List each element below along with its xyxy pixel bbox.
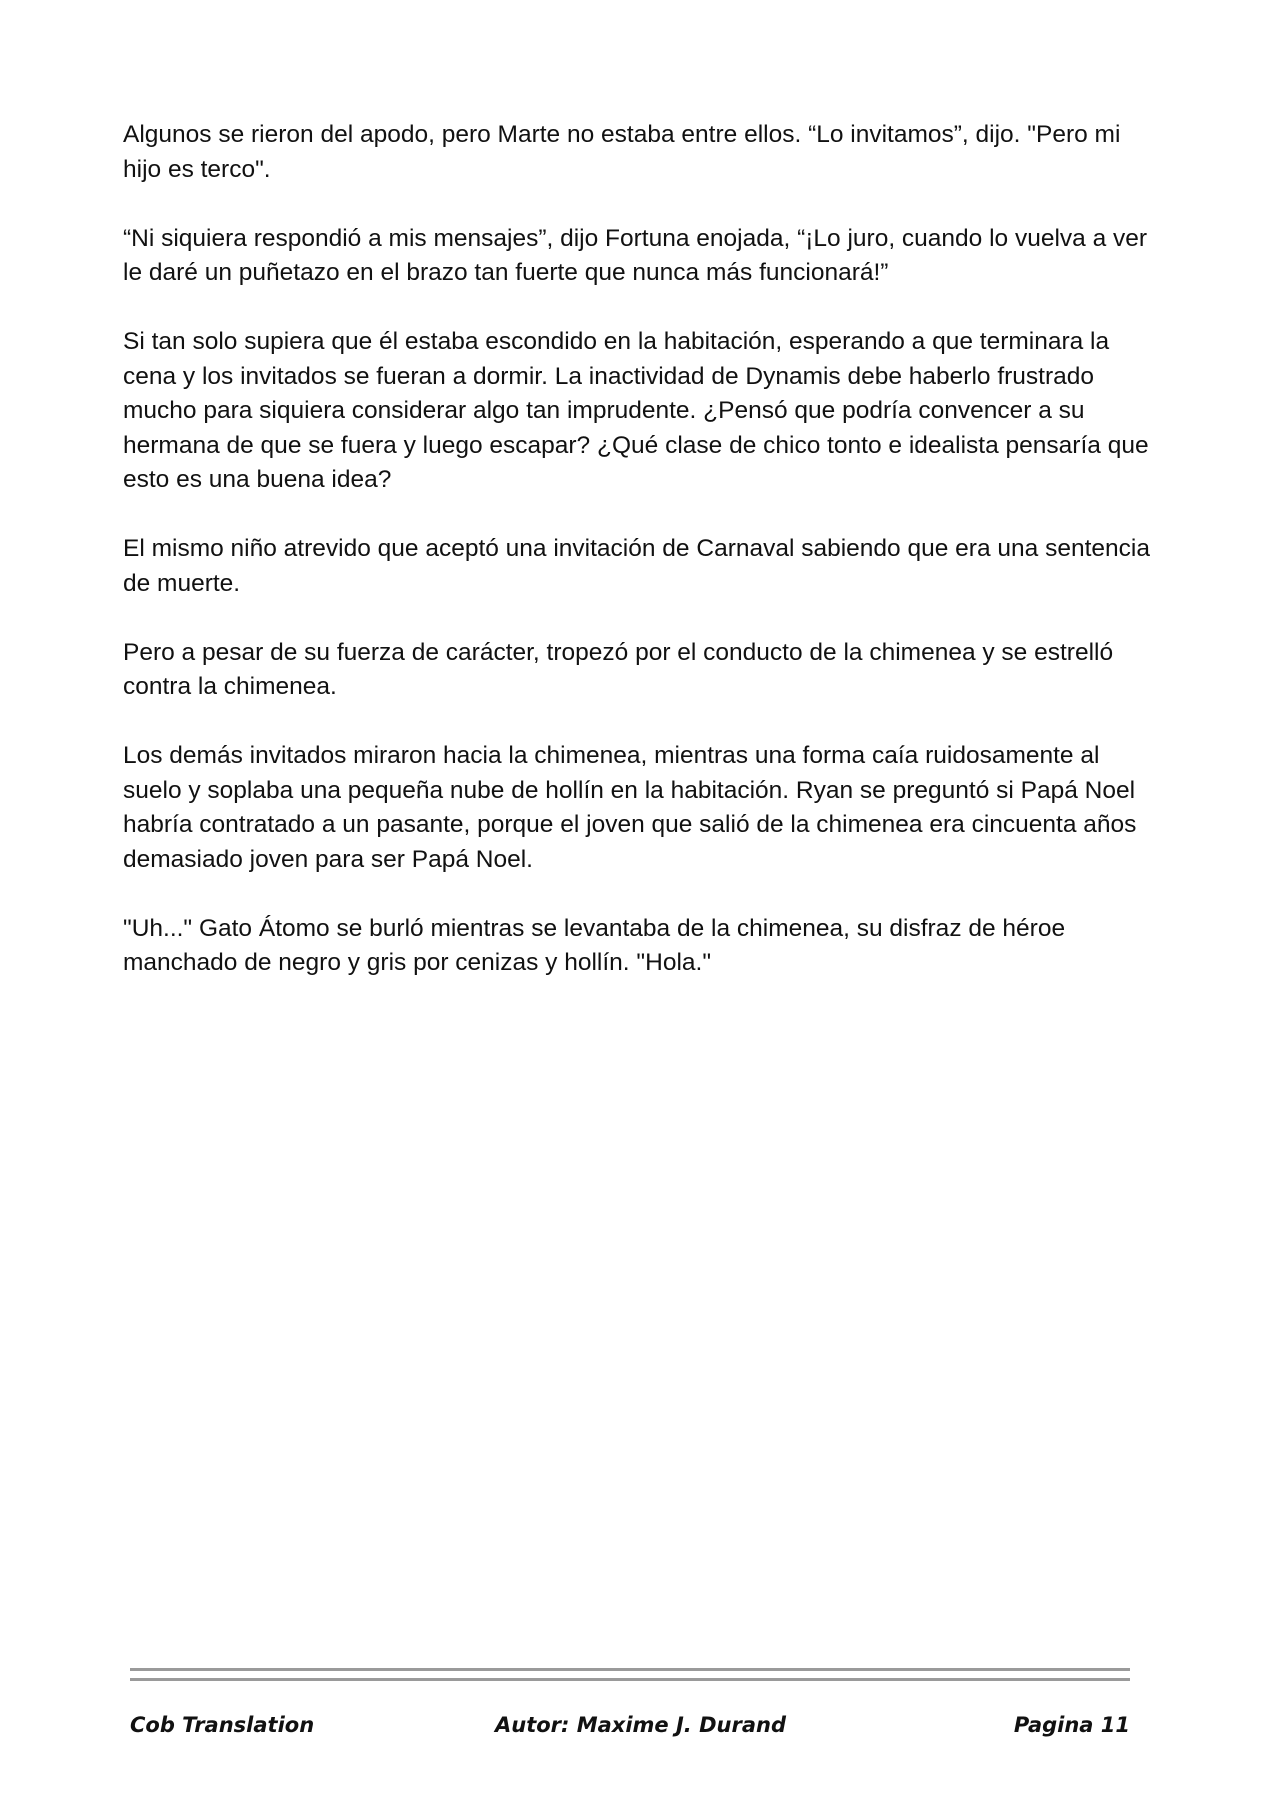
footer-divider-bottom <box>130 1678 1130 1681</box>
paragraph: Los demás invitados miraron hacia la chimenea, mientras una forma caía ruidosamente al suelo y soplaba una pequeña nube de hollín en la habitación. Ryan se preguntó si Papá Noel habría contratado a un pasante, porque el joven que salió de la chimenea era cincuenta años demasiado joven para ser Papá Noel. <box>123 742 1137 873</box>
footer-page-number: Pagina 11 <box>1013 1713 1130 1737</box>
paragraph: “Ni siquiera respondió a mis mensajes”, dijo Fortuna enojada, “¡Lo juro, cuando lo vuelva a ver le daré un puñetazo en el brazo tan fuerte que nunca más funcionará!” <box>123 224 1148 286</box>
paragraph: Pero a pesar de su fuerza de carácter, tropezó por el conducto de la chimenea y se estrelló contra la chimenea. <box>123 638 1114 700</box>
footer-author: Autor: Maxime J. Durand <box>495 1713 786 1737</box>
paragraph: Si tan solo supiera que él estaba escondido en la habitación, esperando a que terminara la cena y los invitados se fueran a dormir. La inactividad de Dynamis debe haberlo frustrado mucho para siquiera considerar algo tan imprudente. ¿Pensó que podría convencer a su hermana de que se fuera y luego escapar? ¿Qué clase de chico tonto e idealista pensaría que esto es una buena idea? <box>123 328 1149 493</box>
footer-divider-top <box>130 1668 1130 1671</box>
paragraph: "Uh..." Gato Átomo se burló mientras se levantaba de la chimenea, su disfraz de héroe manchado de negro y gris por cenizas y hollín. "Hola." <box>123 914 1066 976</box>
footer-translator: Cob Translation <box>130 1713 315 1737</box>
paragraph: El mismo niño atrevido que aceptó una invitación de Carnaval sabiendo que era una sentencia de muerte. <box>123 535 1150 597</box>
body-text <box>123 118 1163 1015</box>
paragraph: Algunos se rieron del apodo, pero Marte no estaba entre ellos. “Lo invitamos”, dijo. "Pero mi hijo es terco". <box>123 121 1121 183</box>
